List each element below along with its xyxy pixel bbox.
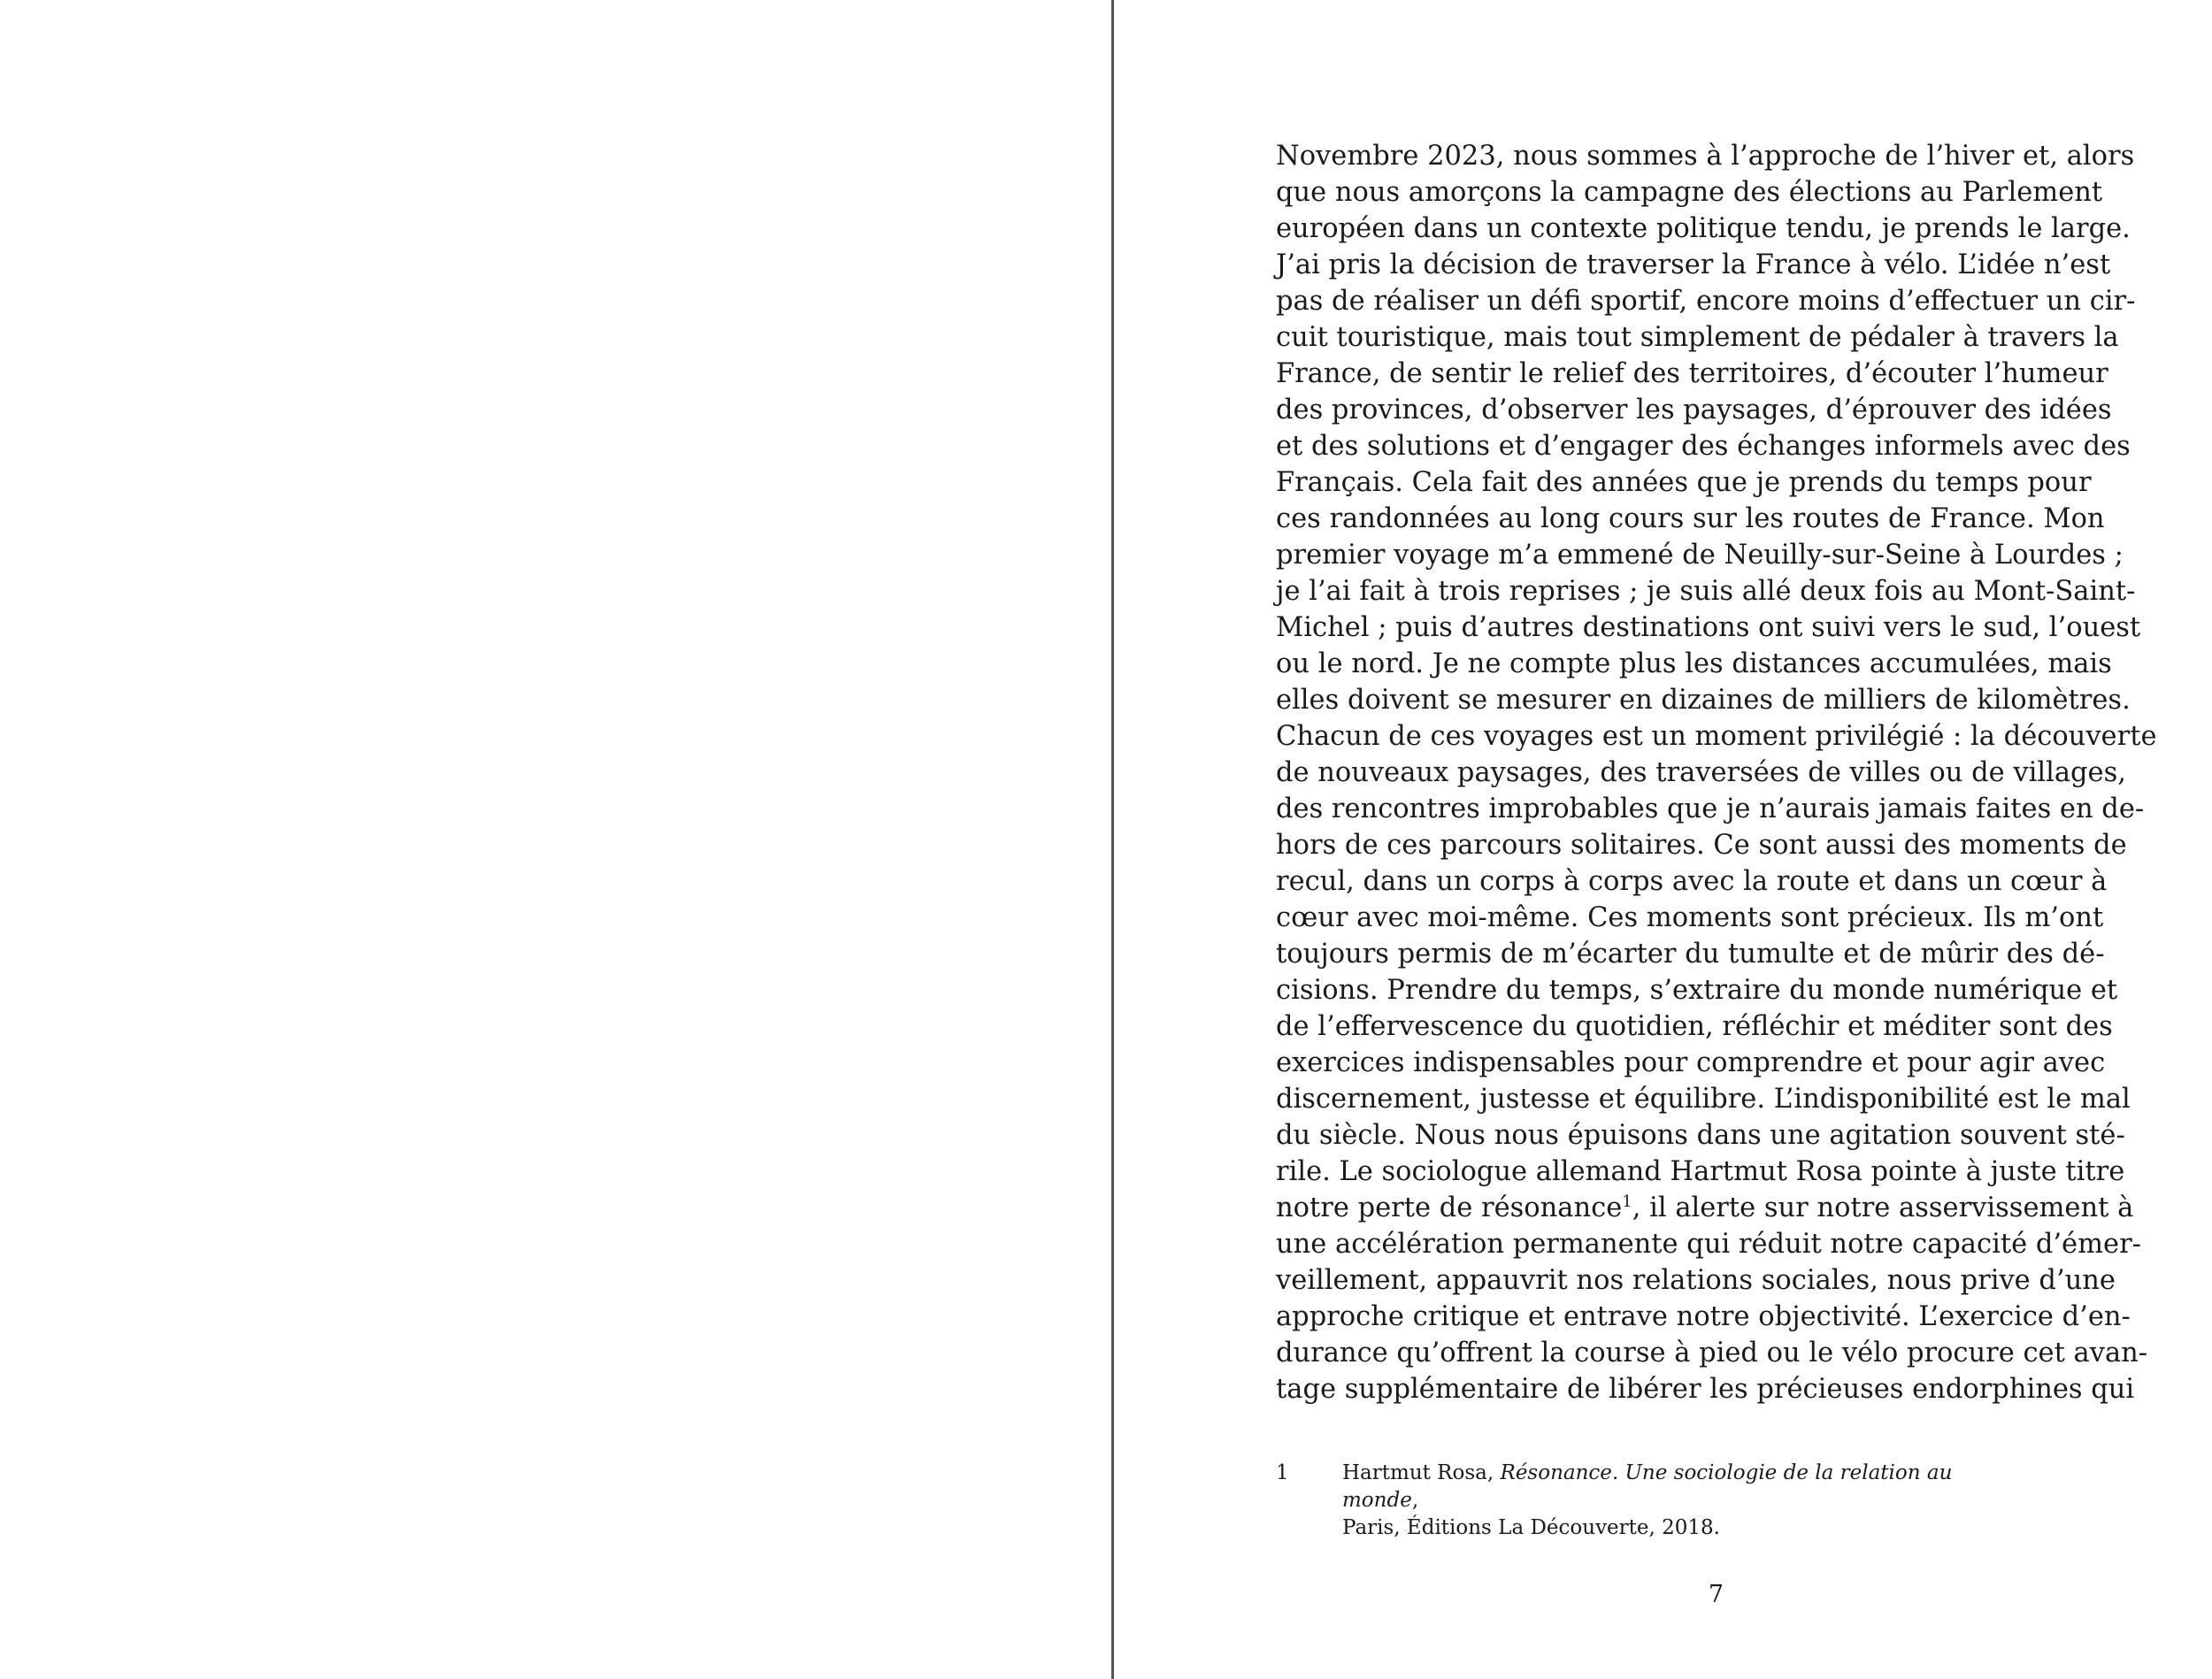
text-line: ces randonnées au long cours sur les routes de France. Mon xyxy=(1276,503,2105,534)
text-line: je l’ai fait à trois reprises ; je suis allé deux fois au Mont-Saint- xyxy=(1276,576,2136,607)
text-line: recul, dans un corps à corps avec la route et dans un cœur à xyxy=(1276,866,2108,897)
text-line: une accélération permanente qui réduit notre capacité d’émer- xyxy=(1276,1229,2141,1260)
footnote-reference[interactable]: 1 xyxy=(1622,1192,1632,1211)
text-line: approche critique et entrave notre objectivité. L’exercice d’en- xyxy=(1276,1301,2131,1332)
text-line: que nous amorçons la campagne des élections au Parlement xyxy=(1276,177,2103,208)
footnote-publisher: Paris, Éditions La Découverte, 2018. xyxy=(1342,1516,1720,1539)
text-line: et des solutions et d’engager des échanges informels avec des xyxy=(1276,431,2131,462)
text-fragment: , il alerte sur notre asservissement à xyxy=(1632,1192,2134,1223)
page-number: 7 xyxy=(1708,1581,1724,1608)
footnote-text xyxy=(1342,1460,2032,1542)
footnote-title: Résonance. Une sociologie de la relation au monde xyxy=(1342,1461,1953,1512)
text-line: cœur avec moi-même. Ces moments sont précieux. Ils m’ont xyxy=(1276,902,2104,933)
text-line: tage supplémentaire de libérer les précieuses endorphines qui xyxy=(1276,1374,2135,1405)
footnote-number: 1 xyxy=(1276,1461,1289,1484)
text-line: elles doivent se mesurer en dizaines de milliers de kilomètres. xyxy=(1276,685,2131,716)
text-line: Novembre 2023, nous sommes à l’approche de l’hiver et, alors xyxy=(1276,141,2135,172)
text-line: durance qu’offrent la course à pied ou le vélo procure cet avan- xyxy=(1276,1338,2148,1368)
body-paragraph xyxy=(1276,138,2157,1407)
text-line: toujours permis de m’écarter du tumulte et de mûrir des dé- xyxy=(1276,939,2105,970)
text-line: cisions. Prendre du temps, s’extraire du monde numérique et xyxy=(1276,975,2118,1006)
text-line: Français. Cela fait des années que je prends du temps pour xyxy=(1276,467,2092,498)
text-line: pas de réaliser un défi sportif, encore moins d’effectuer un cir- xyxy=(1276,286,2136,317)
text-line: France, de sentir le relief des territoires, d’écouter l’humeur xyxy=(1276,358,2108,389)
text-line: des provinces, d’observer les paysages, d’éprouver des idées xyxy=(1276,395,2112,426)
text-fragment: notre perte de résonance xyxy=(1276,1192,1623,1223)
text-line: exercices indispensables pour comprendre et pour agir avec xyxy=(1276,1047,2106,1078)
right-page xyxy=(1114,0,2212,1679)
text-line: Chacun de ces voyages est un moment privilégié : la découverte xyxy=(1276,721,2157,752)
text-line: cuit touristique, mais tout simplement de pédaler à travers la xyxy=(1276,322,2119,353)
text-line: J’ai pris la décision de traverser la France à vélo. L’idée n’est xyxy=(1276,249,2111,280)
text-line: veillement, appauvrit nos relations sociales, nous prive d’une xyxy=(1276,1265,2116,1296)
text-line: rile. Le sociologue allemand Hartmut Rosa pointe à juste titre xyxy=(1276,1156,2125,1187)
text-line-with-footnote-ref xyxy=(1276,1190,2134,1226)
text-line: du siècle. Nous nous épuisons dans une agitation souvent sté- xyxy=(1276,1120,2125,1151)
text-line: de nouveaux paysages, des traversées de villes ou de villages, xyxy=(1276,757,2126,788)
text-line: ou le nord. Je ne compte plus les distances accumulées, mais xyxy=(1276,648,2112,679)
text-line: de l’effervescence du quotidien, réfléchir et méditer sont des xyxy=(1276,1011,2113,1042)
text-line: Michel ; puis d’autres destinations ont suivi vers le sud, l’ouest xyxy=(1276,612,2141,643)
text-line: des rencontres improbables que je n’aurais jamais faites en de- xyxy=(1276,794,2145,824)
text-line: européen dans un contexte politique tendu, je prends le large. xyxy=(1276,213,2131,244)
text-line: premier voyage m’a emmené de Neuilly-sur-Seine à Lourdes ; xyxy=(1276,540,2124,571)
text-line: discernement, justesse et équilibre. L’indisponibilité est le mal xyxy=(1276,1084,2131,1115)
footnote-author: Hartmut Rosa, xyxy=(1342,1461,1501,1484)
footnote-punct: , xyxy=(1411,1489,1419,1512)
text-line: hors de ces parcours solitaires. Ce sont aussi des moments de xyxy=(1276,830,2127,861)
